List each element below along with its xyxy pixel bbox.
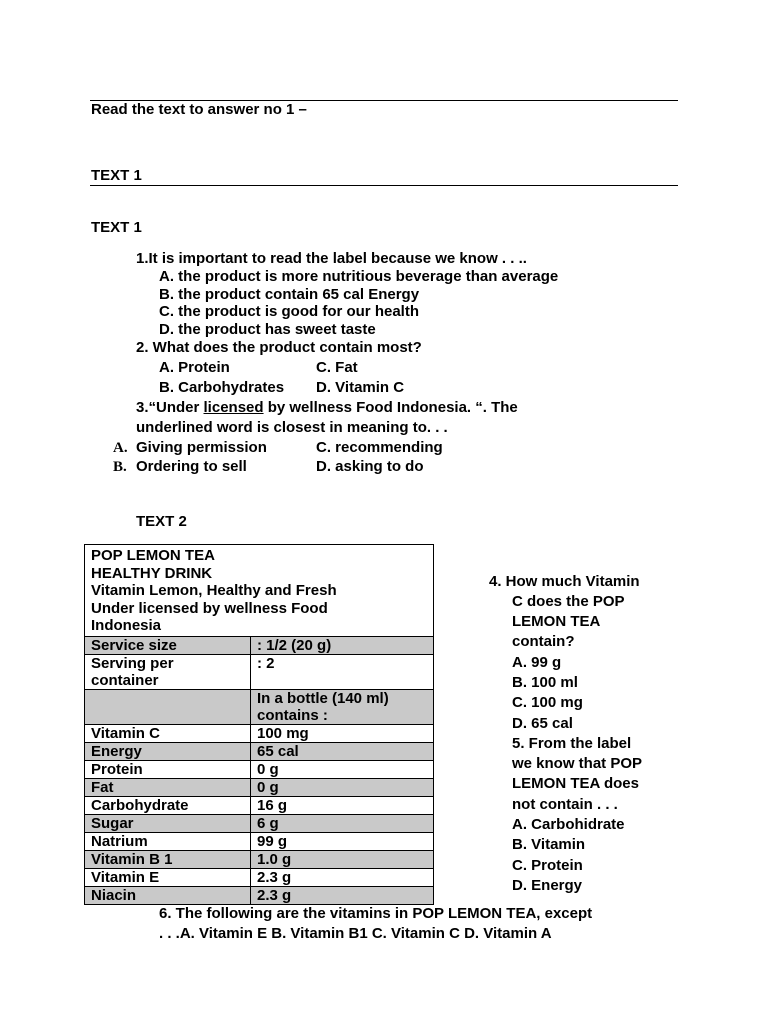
label-header-cell <box>85 545 434 637</box>
q4-option-a: A. 99 g <box>512 654 562 671</box>
nutrient-value: 6 g <box>251 814 434 832</box>
nutrient-name: Fat <box>85 778 251 796</box>
q2-option-d: D. Vitamin C <box>316 379 405 396</box>
q3-option-a: Giving permission <box>136 439 267 456</box>
bottle-note-empty-cell <box>85 689 251 724</box>
q3-stem-line2: underlined word is closest in meaning to. . . <box>136 419 448 436</box>
nutrition-label-table <box>84 544 434 905</box>
serving-size-value: : 1/2 (20 g) <box>251 636 434 654</box>
q2-option-b: B. Carbohydrates <box>159 379 285 396</box>
q5-option-d: D. Energy <box>512 877 583 894</box>
nutrient-value: 0 g <box>251 778 434 796</box>
q4-stem-line1: 4. How much Vitamin <box>489 573 640 590</box>
nutrient-name: Vitamin C <box>85 724 251 742</box>
q4-option-c: C. 100 mg <box>512 694 583 711</box>
serving-per-label-line1: Serving per <box>91 654 174 672</box>
q4-stem-line2: C does the POP <box>512 593 625 610</box>
bottle-note-row <box>85 689 434 724</box>
nutrient-row <box>85 778 434 796</box>
q4-stem-line3: LEMON TEA <box>512 613 601 630</box>
nutrient-row <box>85 868 434 886</box>
nutrient-value: 65 cal <box>251 742 434 760</box>
q1-option-d: D. the product has sweet taste <box>159 321 376 338</box>
nutrient-row <box>85 796 434 814</box>
nutrient-value: 2.3 g <box>251 886 434 904</box>
q3-stem-post: by wellness Food Indonesia. “. The <box>263 399 518 416</box>
bottle-note-cell <box>251 689 434 724</box>
nutrient-row <box>85 850 434 868</box>
serving-per-label-line2: container <box>91 671 159 689</box>
serving-per-container-value: : 2 <box>251 654 434 689</box>
q4-option-d: D. 65 cal <box>512 715 573 732</box>
nutrient-name: Sugar <box>85 814 251 832</box>
label-header-row <box>85 545 434 637</box>
q3-option-b-letter: B. <box>113 459 127 475</box>
label-tagline: Vitamin Lemon, Healthy and Fresh <box>91 582 337 599</box>
nutrient-value: 1.0 g <box>251 850 434 868</box>
q3-option-d: D. asking to do <box>316 458 424 475</box>
nutrient-value: 16 g <box>251 796 434 814</box>
nutrient-value: 0 g <box>251 760 434 778</box>
q3-stem-pre: 3.“Under <box>136 399 204 416</box>
serving-per-container-label <box>85 654 251 689</box>
nutrient-row <box>85 760 434 778</box>
label-product-type: HEALTHY DRINK <box>91 564 213 582</box>
nutrient-row <box>85 814 434 832</box>
serving-size-row <box>85 636 434 654</box>
label-product-name: POP LEMON TEA <box>91 547 215 564</box>
nutrient-rows <box>85 724 434 904</box>
serving-size-label: Service size <box>85 636 251 654</box>
instruction-text: Read the text to answer no 1 – <box>91 101 307 118</box>
q3-option-c: C. recommending <box>316 439 443 456</box>
q1-option-a: A. the product is more nutritious beverage than average <box>159 268 559 285</box>
serving-per-container-row <box>85 654 434 689</box>
text1-rule <box>90 185 678 186</box>
q2-stem: 2. What does the product contain most? <box>136 339 422 356</box>
bottle-note-line2: contains : <box>257 706 328 724</box>
q2-option-a: A. Protein <box>159 359 230 376</box>
q5-option-c: C. Protein <box>512 857 583 874</box>
q6-stem: 6. The following are the vitamins in POP LEMON TEA, except <box>159 905 593 922</box>
label-license-line2: Indonesia <box>91 617 162 634</box>
q3-underlined-word: licensed <box>203 399 264 416</box>
q1-stem: 1.It is important to read the label because we know . . .. <box>136 250 527 267</box>
nutrient-name: Carbohydrate <box>85 796 251 814</box>
q1-option-b: B. the product contain 65 cal Energy <box>159 286 420 303</box>
nutrient-name: Natrium <box>85 832 251 850</box>
q1-option-c: C. the product is good for our health <box>159 303 419 320</box>
text1-heading: TEXT 1 <box>91 167 142 184</box>
q5-stem-line1: 5. From the label <box>512 735 632 752</box>
nutrient-value: 99 g <box>251 832 434 850</box>
label-license-line1: Under licensed by wellness Food <box>91 599 328 617</box>
q3-option-a-letter: A. <box>113 440 128 456</box>
text1-heading-repeat: TEXT 1 <box>91 219 142 236</box>
nutrient-row <box>85 886 434 904</box>
nutrient-value: 2.3 g <box>251 868 434 886</box>
q2-option-c: C. Fat <box>316 359 358 376</box>
q5-option-b: B. Vitamin <box>512 836 586 853</box>
q5-stem-line3: LEMON TEA does <box>512 775 639 792</box>
q5-stem-line4: not contain . . . <box>512 796 618 813</box>
nutrient-value: 100 mg <box>251 724 434 742</box>
bottle-note-line1: In a bottle (140 ml) <box>257 689 389 707</box>
q5-stem-line2: we know that POP <box>512 755 643 772</box>
q3-stem <box>136 399 518 417</box>
nutrient-row <box>85 742 434 760</box>
q4-stem-line4: contain? <box>512 633 575 650</box>
nutrient-name: Vitamin B 1 <box>85 850 251 868</box>
nutrient-row <box>85 724 434 742</box>
q5-option-a: A. Carbohidrate <box>512 816 625 833</box>
nutrient-row <box>85 832 434 850</box>
q6-options: . . .A. Vitamin E B. Vitamin B1 C. Vitamin C D. Vitamin A <box>159 925 552 942</box>
text2-heading: TEXT 2 <box>136 513 187 530</box>
q3-option-b: Ordering to sell <box>136 458 247 475</box>
nutrient-name: Vitamin E <box>85 868 251 886</box>
nutrient-name: Niacin <box>85 886 251 904</box>
q4-option-b: B. 100 ml <box>512 674 578 691</box>
nutrient-name: Energy <box>85 742 251 760</box>
nutrient-name: Protein <box>85 760 251 778</box>
